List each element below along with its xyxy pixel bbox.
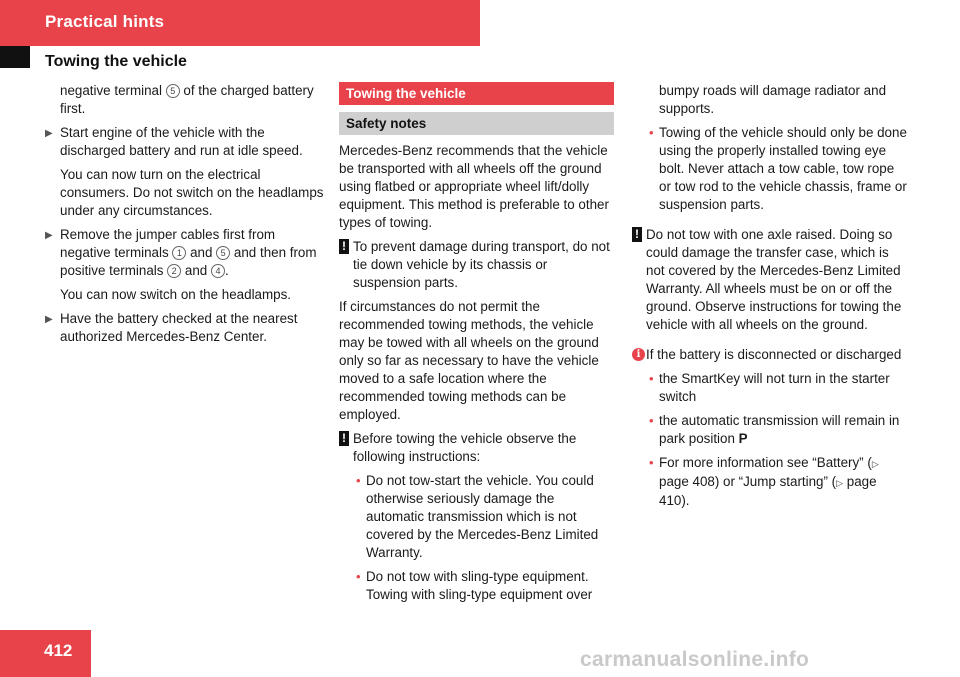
warning-note: ! Do not tow with one axle raised. Doing so could damage the transfer case, which is not covered by the Mercedes-Benz Limited Warranty. All wheels must be on or off the ground. Observe instructions for towing the vehicle with all wheels on the ground. <box>632 226 908 334</box>
page-reference-icon: ▷ <box>871 459 879 469</box>
section-marker <box>0 46 30 68</box>
bullet-icon: • <box>649 413 654 428</box>
step-start-engine: ▶ Start engine of the vehicle with the discharged battery and run at idle speed. <box>45 125 303 158</box>
towing-paragraph: If circumstances do not permit the recommended towing methods, the vehicle may be towed with all wheels on the ground only so far as necessary to have the vehicle moved to a safe location where the recommended towing methods can be employed. <box>339 299 599 422</box>
terminal-number-icon: 1 <box>172 246 186 260</box>
intro-paragraph: Mercedes-Benz recommends that the vehicle be transported with all wheels off the ground using flatbed or appropriate wheel lift/dolly equipment. This method is preferable to other types of towing. <box>339 143 609 230</box>
list-item: • the automatic transmission will remain in park position P <box>649 413 900 446</box>
step-arrow-icon: ▶ <box>45 230 53 241</box>
section-heading: Towing the vehicle <box>339 82 614 105</box>
terminal-number-icon: 5 <box>216 246 230 260</box>
terminal-number-icon: 4 <box>211 264 225 278</box>
right-column <box>632 82 908 516</box>
middle-column <box>339 82 614 610</box>
list-item: • Towing of the vehicle should only be done using the properly installed towing eye bolt. Never attach a tow cable, tow rope or tow rod to the vehicle chassis, frame or suspension parts. <box>649 125 907 212</box>
step-check-battery: ▶ Have the battery checked at the nearest authorized Mercedes-Benz Center. <box>45 311 298 344</box>
bullet-icon: • <box>356 473 361 488</box>
warning-note: ! To prevent damage during transport, do not tie down vehicle by its chassis or suspension parts. <box>339 238 614 292</box>
page-number: 412 <box>44 641 73 660</box>
bullet-icon: • <box>649 125 654 140</box>
step-arrow-icon: ▶ <box>45 314 53 325</box>
step-arrow-icon: ▶ <box>45 128 53 139</box>
list-item: • Do not tow with sling-type equipment. Towing with sling-type equipment over <box>356 569 593 602</box>
warning-icon: ! <box>339 431 349 446</box>
step-remove-cables: ▶ Remove the jumper cables first from negative terminals 1 and 5 and then from positive terminals 2 and 4 . <box>45 227 317 278</box>
list-item: • the SmartKey will not turn in the starter switch <box>649 371 890 404</box>
subsection-heading: Safety notes <box>339 112 614 135</box>
continued-text: negative terminal 5 of the charged battery first. <box>60 83 314 116</box>
chapter-title: Practical hints <box>45 12 165 31</box>
info-note: i If the battery is disconnected or discharged <box>632 346 908 364</box>
bullet-icon: • <box>649 371 654 386</box>
section-title: Towing the vehicle <box>45 53 187 70</box>
terminal-number-icon: 5 <box>166 84 180 98</box>
left-column <box>45 82 325 352</box>
bullet-icon: • <box>356 569 361 584</box>
warning-note: ! Before towing the vehicle observe the following instructions: <box>339 430 614 466</box>
warning-icon: ! <box>632 227 642 242</box>
list-item: • Do not tow-start the vehicle. You could otherwise seriously damage the automatic transmission which is not covered by the Mercedes-Benz Limited Warranty. <box>356 473 599 560</box>
terminal-number-icon: 2 <box>167 264 181 278</box>
bullet-icon: • <box>649 455 654 470</box>
list-item: • For more information see “Battery” (▷ page 408) or “Jump starting” (▷ page 410). <box>649 455 879 508</box>
warning-icon: ! <box>339 239 349 254</box>
page-reference-icon: ▷ <box>836 478 844 488</box>
step-note: You can now turn on the electrical consumers. Do not switch on the headlamps under any circumstances. <box>60 167 324 218</box>
list-item-continued: bumpy roads will damage radiator and supports. <box>659 83 887 116</box>
watermark: carmanualsonline.info <box>580 648 810 671</box>
step-note: You can now switch on the headlamps. <box>60 287 292 302</box>
info-icon: i <box>632 348 645 361</box>
